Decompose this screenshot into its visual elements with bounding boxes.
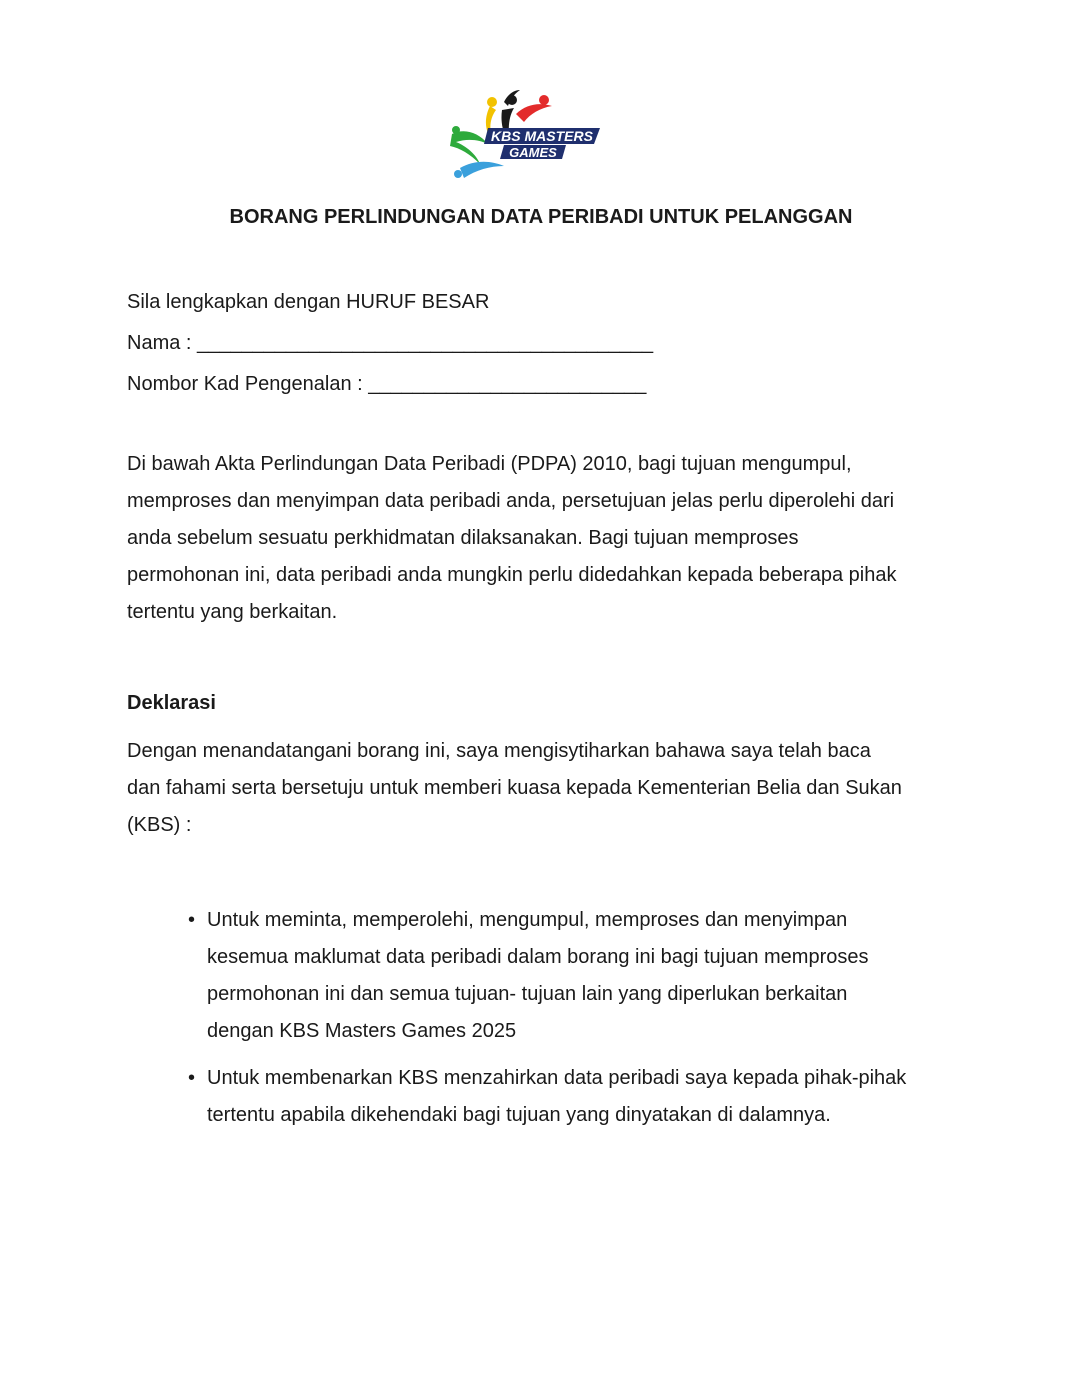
bullet-line: dengan KBS Masters Games 2025 (207, 1020, 517, 1042)
ic-number-field: Nombor Kad Pengenalan : _________________________ (127, 373, 647, 395)
logo-text-line1: KBS MASTERS (491, 128, 593, 144)
declaration-heading: Deklarasi (127, 692, 216, 714)
name-field: Nama : _________________________________________ (127, 332, 654, 354)
bullet-line: kesemua maklumat data peribadi dalam borang ini bagi tujuan memproses (207, 946, 869, 968)
instruction-text: Sila lengkapkan dengan HURUF BESAR (127, 291, 490, 313)
bullet-line: tertentu apabila dikehendaki bagi tujuan yang dinyatakan di dalamnya. (207, 1104, 831, 1126)
bullet-item (188, 1060, 958, 1134)
bullet-dot-icon: • (188, 1067, 196, 1089)
declaration-line: (KBS) : (127, 814, 192, 836)
intro-paragraph (127, 446, 957, 631)
logo-graphic (444, 84, 604, 184)
document-title: BORANG PERLINDUNGAN DATA PERIBADI UNTUK PELANGGAN (229, 206, 853, 228)
intro-line: memproses dan menyimpan data peribadi anda, persetujuan jelas perlu diperolehi dari (127, 490, 895, 512)
logo-text-line2: GAMES (509, 145, 557, 160)
declaration-paragraph (127, 733, 957, 844)
bullet-line: Untuk membenarkan KBS menzahirkan data peribadi saya kepada pihak-pihak (207, 1067, 907, 1089)
intro-line: tertentu yang berkaitan. (127, 601, 338, 623)
intro-line: Di bawah Akta Perlindungan Data Peribadi (PDPA) 2010, bagi tujuan mengumpul, (127, 453, 852, 475)
declaration-bullet-list (188, 902, 958, 1134)
bullet-dot-icon: • (188, 909, 196, 931)
bullet-item (188, 902, 958, 1050)
intro-line: anda sebelum sesuatu perkhidmatan dilaksanakan. Bagi tujuan memproses (127, 527, 799, 549)
declaration-line: Dengan menandatangani borang ini, saya mengisytiharkan bahawa saya telah baca (127, 740, 871, 762)
bullet-line: Untuk meminta, memperolehi, mengumpul, memproses dan menyimpan (207, 909, 848, 931)
bullet-line: permohonan ini dan semua tujuan- tujuan lain yang diperlukan berkaitan (207, 983, 848, 1005)
intro-line: permohonan ini, data peribadi anda mungkin perlu didedahkan kepada beberapa pihak (127, 564, 897, 586)
kbs-masters-games-logo (444, 84, 604, 184)
declaration-line: dan fahami serta bersetuju untuk memberi kuasa kepada Kementerian Belia dan Sukan (127, 777, 902, 799)
